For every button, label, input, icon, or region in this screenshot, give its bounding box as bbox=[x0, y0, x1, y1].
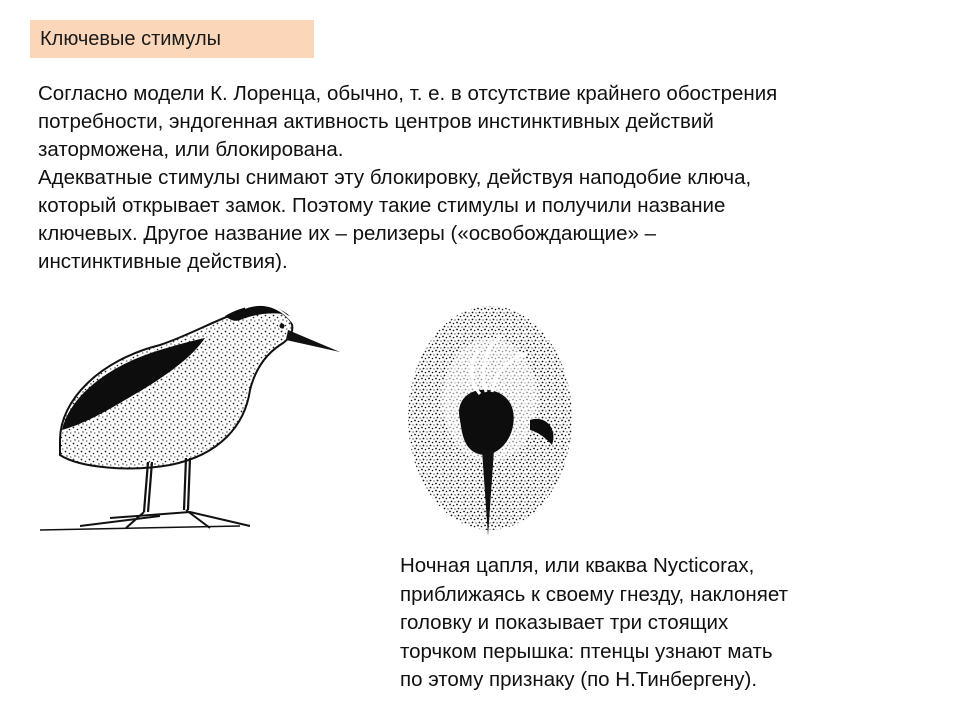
body-line: инстинктивные действия). bbox=[38, 250, 288, 273]
figure-caption bbox=[400, 552, 920, 695]
body-paragraph bbox=[38, 80, 918, 276]
body-line: ключевых. Другое название их – релизеры («освобождающие» – bbox=[38, 222, 657, 245]
caption-line: по этому признаку (по Н.Тинбергену). bbox=[400, 668, 758, 691]
body-line: Адекватные стимулы снимают эту блокировку, действуя наподобие ключа, bbox=[38, 166, 752, 189]
heron-nest-illustration bbox=[400, 300, 580, 545]
title-box bbox=[30, 20, 314, 58]
caption-line: Ночная цапля, или кваква Nycticorax, bbox=[400, 554, 755, 577]
caption-line: головку и показывает три стоящих bbox=[400, 611, 729, 634]
heron-side-illustration bbox=[40, 290, 350, 550]
caption-line: приближаясь к своему гнезду, наклоняет bbox=[400, 582, 788, 606]
caption-line: торчком перышка: птенцы узнают мать bbox=[400, 639, 773, 663]
body-line: Согласно модели К. Лоренца, обычно, т. е. в отсутствие крайнего обострения bbox=[38, 82, 778, 105]
body-line: который открывает замок. Поэтому такие стимулы и получили название bbox=[38, 194, 726, 217]
slide-title: Ключевые стимулы bbox=[40, 27, 222, 50]
body-line: заторможена, или блокирована. bbox=[38, 138, 344, 161]
body-line: потребности, эндогенная активность центров инстинктивных действий bbox=[38, 110, 714, 133]
